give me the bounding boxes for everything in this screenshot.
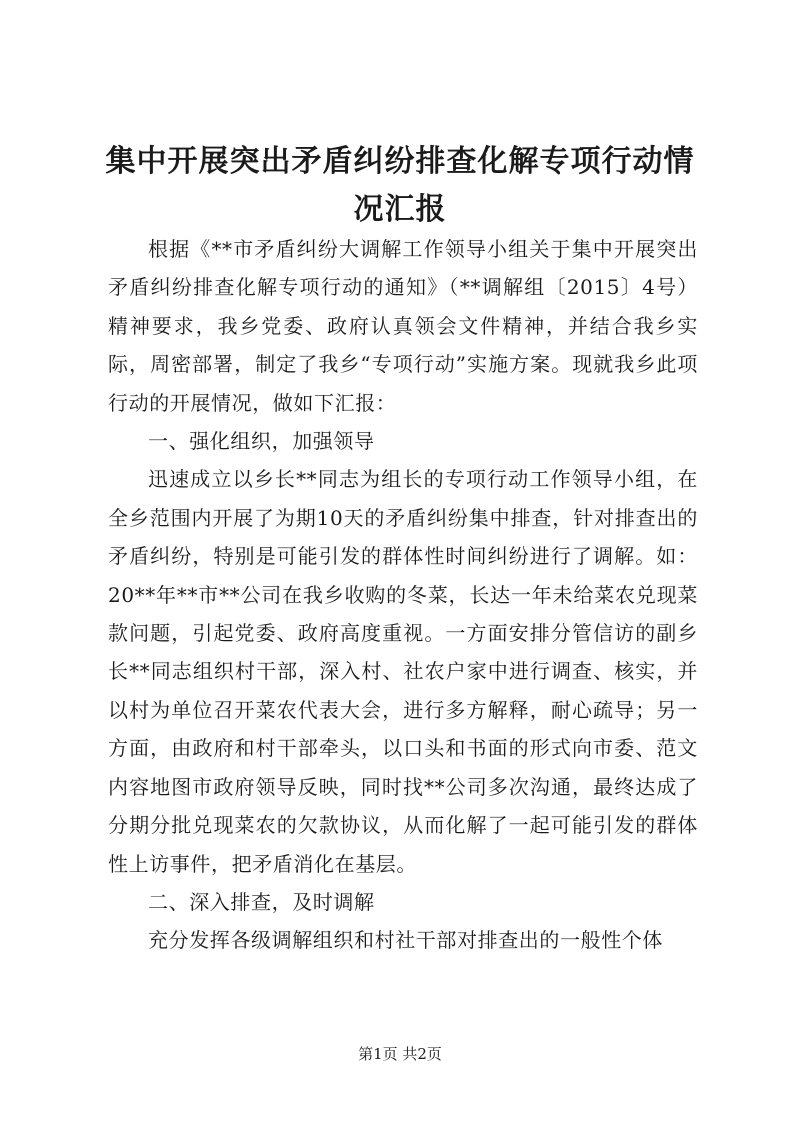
section-1-paragraph: 迅速成立以乡长**同志为组长的专项行动工作领导小组，在全乡范围内开展了为期10天的矛盾纠纷集中排查，针对排查出的矛盾纠纷，特别是可能引发的群体性时间纠纷进行了调解。如：20**年**市**公司在我乡收购的冬菜，长达一年未给菜农兑现菜款问题，引起党委、政府高度重视。一方面安排分管信访的副乡长**同志组织村干部，深入村、社农户家中进行调查、核实，并以村为单位召开菜农代表大会，进行多方解释，耐心疏导；另一方面，由政府和村干部牵头，以口头和书面的形式向市委、范文内容地图市政府领导反映，同时找**公司多次沟通，最终达成了分期分批兑现菜农的欠款协议，从而化解了一起可能引发的群体性上访事件，把矛盾消化在基层。: [108, 467, 698, 876]
document-body: [108, 230, 698, 960]
document-title: 集中开展突出矛盾纠纷排查化解专项行动情况汇报: [105, 144, 695, 227]
page-footer: 第1页 共2页: [358, 1045, 442, 1063]
section-2-paragraph: 充分发挥各级调解组织和村社干部对排查出的一般性个体: [148, 928, 663, 953]
section-heading-1: 一、强化组织，加强领导: [148, 429, 375, 454]
intro-paragraph: 根据《**市矛盾纠纷大调解工作领导小组关于集中开展突出矛盾纠纷排查化解专项行动的通知》（**调解组〔2015〕4号）精神要求，我乡党委、政府认真领会文件精神，并结合我乡实际，周密部署，制定了我乡“专项行动”实施方案。现就我乡此项行动的开展情况，做如下汇报：: [108, 237, 698, 415]
section-heading-2: 二、深入排查，及时调解: [148, 889, 375, 914]
